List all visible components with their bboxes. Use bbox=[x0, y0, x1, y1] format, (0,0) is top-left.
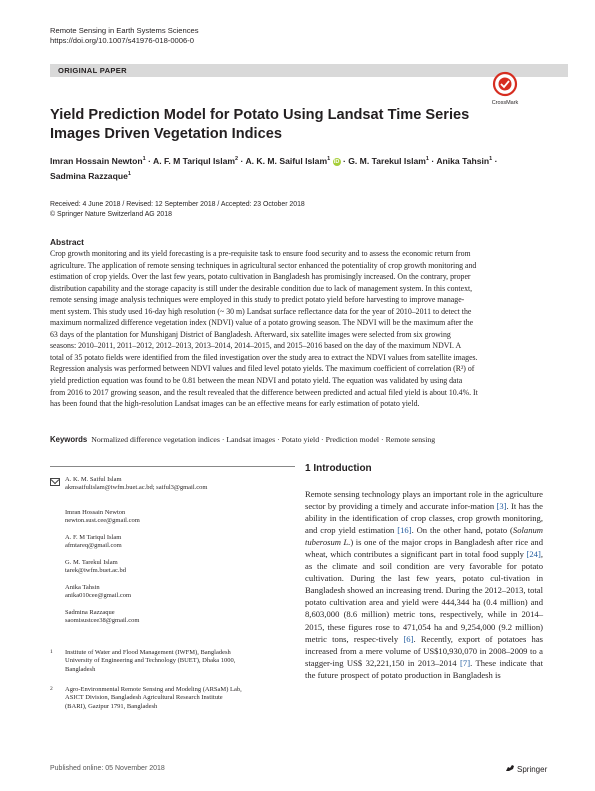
author-name[interactable]: A. K. M. Saiful Islam bbox=[245, 156, 328, 166]
keywords bbox=[50, 435, 550, 444]
contact-item: Sadmina Razzaque saomisustcee38@gmail.com bbox=[65, 609, 140, 625]
crossmark-label: CrossMark bbox=[491, 100, 519, 106]
envelope-icon bbox=[50, 478, 60, 486]
email-link[interactable]: afmtareq@gmail.com bbox=[65, 542, 122, 550]
paper-title: Yield Prediction Model for Potato Using Landsat Time Series Images Driven Vegetation Indices bbox=[50, 107, 470, 142]
journal-name: Remote Sensing in Earth Systems Sciences bbox=[50, 26, 199, 35]
journal-header bbox=[50, 26, 199, 46]
footnote-divider bbox=[50, 466, 295, 467]
publisher-name: Springer bbox=[517, 765, 548, 774]
history-dates: Received: 4 June 2018 / Revised: 12 September 2018 / Accepted: 23 October 2018 bbox=[50, 201, 305, 208]
author-name[interactable]: Imran Hossain Newton bbox=[50, 156, 143, 166]
citation-link[interactable]: [16] bbox=[397, 525, 412, 536]
email-link[interactable]: akmsaifulislam@iwfm.buet.ac.bd; saiful3@gmail.com bbox=[65, 484, 208, 492]
copyright-line: © Springer Nature Switzerland AG 2018 bbox=[50, 210, 172, 218]
intro-paragraph: Remote sensing technology plays an important role in the agriculture sector by providing a timely and accurate infor-mation [3]. It has the ability in the identification of crop classes, crop growth monitoring, and crop yield estimation [16]. On the other hand, potato (Solanum tuberosum L.) is one of the major crops in Bangladesh after rice and wheat, which contributes a significant part in total food supply [24], as the climate and soil condition are very favorable for potato cultivation. During the last few years, potato cul-tivation in Bangladesh showed an increasing trend. During the 2012–2013, total potato cultivation area and yield were 444,344 ha (0.4 million) and 8,603,000 (8.6 million) metric tons, respectively, while in 2014–2015, these figures rose to 471,054 ha and 9,254,000 (9.2 million) metric tons, respec-tively [6]. Recently, export of potatoes has increased from a mere volume of US$10,930,070 in 2008–2009 to a stagger-ing US$ 32,221,150 in 2013–2014 [7]. These indicate that the future prospect of potato production in Bangladesh is bbox=[305, 489, 543, 680]
abstract-text: Crop growth monitoring and its yield forecasting is a pre-requisite task to ensure food security and to assess the economic return from agriculture. The application of remote sensing techniques in agricultural sector enhanced the potentiality of crop growth monitoring and estimation of crop yields. Over the last few years, potato cultivation in Bangladesh has promisingly increased. On the contrary, proper distribution capability and the storage capacity is still under the desirable condition due to lack of management system. In this context, remote sensing image analysis techniques were employed in this study to predict potato yield before harvesting to improve manage- ment system. This study used 16-day high resolution (~ 30 m) Landsat surface reflectance data for the year of 2010–2011 to detect the maximum normalized difference vegetation index (NDVI) value of a potato growing season. The NDVI will be the maximum after the 63 days of the plantation for Munshiganj District of Bangladesh. Afterward, six satellite images were selected from six growing seasons: 2010–2011, 2011–2012, 2012–2013, 2013–2014, 2014–2015, and 2015–2016 based on the day of the maximum NDVI. A total of 35 potato fields were identified from the filed investigation over the study area to extract the NDVI values from satellite images. Regression analysis was performed between NDVI values and filed level potato yields. The maximum coefficient of correlation (R²) of yield prediction equation was found to be 0.81 between the mean NDVI and potato yield. The equation was validated by using data from 2016 to 2017 growing season, and the result revealed that the difference between predicted and actual filed yield is about 10.4%. It has been found that the high-resolution Landsat images can be an effective means for early estimation of potato yield. bbox=[50, 249, 478, 409]
citation-link[interactable]: [7] bbox=[460, 657, 471, 668]
author-name[interactable]: A. F. M Tariqul Islam bbox=[153, 156, 236, 166]
publisher-logo bbox=[505, 764, 547, 774]
contact-item: Imran Hossain Newton newton.sust.cee@gmail.com bbox=[65, 509, 140, 525]
section-heading: 1 Introduction bbox=[305, 463, 372, 474]
published-date: Published online: 05 November 2018 bbox=[50, 765, 165, 772]
orcid-icon[interactable]: iD bbox=[333, 158, 340, 165]
author-name[interactable]: G. M. Tarekul Islam bbox=[348, 156, 426, 166]
contact-item: A. F. M Tariqul Islam afmtareq@gmail.com bbox=[65, 534, 122, 550]
author-name[interactable]: Anika Tahsin bbox=[436, 156, 490, 166]
journal-doi[interactable]: https://doi.org/10.1007/s41976-018-0006-0 bbox=[50, 36, 194, 45]
contact-item: A. K. M. Saiful Islam akmsaifulislam@iwfm.buet.ac.bd; saiful3@gmail.com bbox=[65, 476, 208, 492]
author-name[interactable]: Sadmina Razzaque bbox=[50, 171, 128, 181]
springer-horse-icon bbox=[505, 764, 515, 772]
keywords-label: Keywords bbox=[50, 435, 88, 444]
keywords-text: Normalized difference vegetation indices · Landsat images · Potato yield · Prediction model · Remote sensing bbox=[91, 435, 436, 444]
crossmark-logo[interactable] bbox=[489, 71, 521, 107]
affiliation-item: Agro-Environmental Remote Sensing and Modeling (ARSaM) Lab, ASICT Division, Bangladesh Agricultural Research Institute (BARI), Gazipur 1791, Bangladesh bbox=[65, 686, 242, 710]
contact-item: Anika Tahsin anika010cee@gmail.com bbox=[65, 584, 132, 600]
contact-item: G. M. Tarekul Islam tarek@iwfm.buet.ac.bd bbox=[65, 559, 127, 575]
email-link[interactable]: tarek@iwfm.buet.ac.bd bbox=[65, 567, 127, 575]
email-link[interactable]: saomisustcee38@gmail.com bbox=[65, 617, 140, 625]
article-dates bbox=[50, 200, 305, 219]
citation-link[interactable]: [24] bbox=[526, 549, 541, 560]
abstract-heading: Abstract bbox=[50, 237, 84, 247]
section-label: ORIGINAL PAPER bbox=[58, 66, 127, 75]
crossmark-icon bbox=[489, 71, 521, 107]
email-link[interactable]: anika010cee@gmail.com bbox=[65, 592, 132, 600]
affiliation-item: Institute of Water and Flood Management (IWFM), Bangladesh University of Engineering and Technology (BUET), Dhaka 1000, Bangladesh bbox=[65, 649, 236, 673]
citation-link[interactable]: [3] bbox=[496, 501, 507, 512]
email-link[interactable]: newton.sust.cee@gmail.com bbox=[65, 517, 140, 525]
author-list: Imran Hossain Newton$^1$ · A. F. M Tariqul Islam$^2$ · A. K. M. Saiful Islam$^1$ iD · G. M. Tarekul Islam$^1$ · Anika Tahsin$^1$ · Sadmina Razzaque$^1$ bbox=[50, 156, 498, 181]
citation-link[interactable]: [6] bbox=[403, 633, 414, 644]
